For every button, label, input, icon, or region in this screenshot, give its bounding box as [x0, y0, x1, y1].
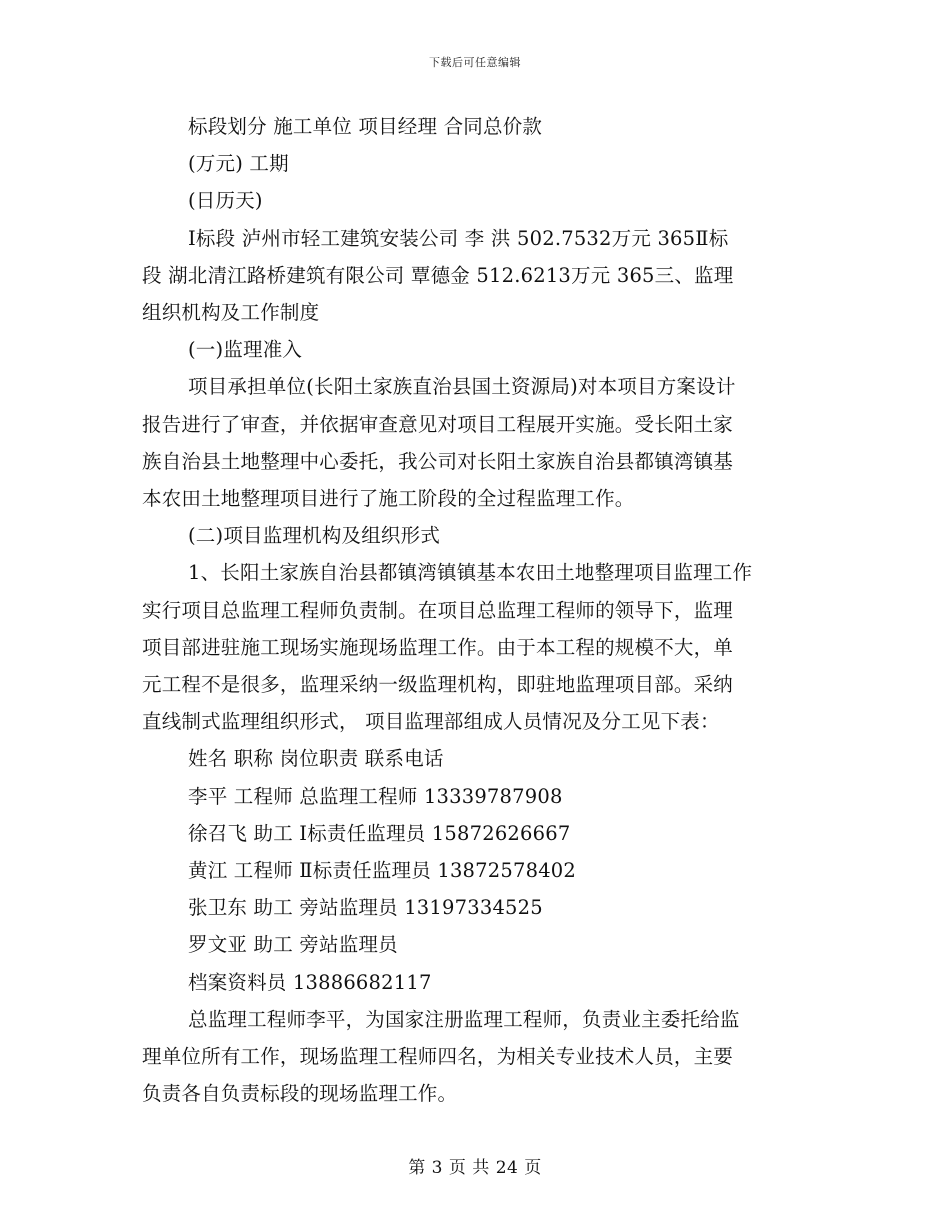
- text-line: 档案资料员 13886682117: [188, 970, 432, 994]
- text-line: (一)监理准入: [188, 338, 303, 362]
- text-line: (二)项目监理机构及组织形式: [188, 524, 441, 548]
- text-line: 元工程不是很多，监理采纳一级监理机构，即驻地监理项目部。采纳: [142, 673, 734, 697]
- text-line: (日历天): [188, 189, 263, 213]
- text-line: 姓名 职称 岗位职责 联系电话: [188, 747, 444, 771]
- document-body: [142, 108, 808, 1112]
- text-line: 组织机构及工作制度: [142, 301, 320, 325]
- text-line: 理单位所有工作，现场监理工程师四名，为相关专业技术人员，主要: [142, 1045, 734, 1069]
- text-line: 1、长阳土家族自治县都镇湾镇镇基本农田土地整理项目监理工作: [188, 561, 753, 585]
- text-line: 总监理工程师李平，为国家注册监理工程师，负责业主委托给监: [188, 1007, 740, 1031]
- header-note: 下载后可任意编辑: [429, 56, 521, 69]
- text-line: 项目部进驻施工现场实施现场监理工作。由于本工程的规模不大，单: [142, 635, 734, 659]
- text-line: 本农田土地整理项目进行了施工阶段的全过程监理工作。: [142, 487, 635, 511]
- text-line: (万元) 工期: [188, 152, 289, 176]
- text-line: 徐召飞 助工 Ⅰ标责任监理员 15872626667: [188, 821, 571, 845]
- text-line: 直线制式监理组织形式， 项目监理部组成人员情况及分工见下表：: [142, 710, 720, 734]
- text-line: Ⅰ标段 泸州市轻工建筑安装公司 李 洪 502.7532万元 365Ⅱ标: [188, 226, 729, 250]
- text-line: 罗文亚 助工 旁站监理员: [188, 933, 398, 957]
- text-line: 族自治县土地整理中心委托，我公司对长阳土家族自治县都镇湾镇基: [142, 449, 734, 473]
- text-line: 负责各自负责标段的现场监理工作。: [142, 1082, 458, 1106]
- text-line: 实行项目总监理工程师负责制。在项目总监理工程师的领导下，监理: [142, 598, 734, 622]
- text-line: 黄江 工程师 Ⅱ标责任监理员 13872578402: [188, 859, 577, 883]
- page-number-footer: 第 3 页 共 24 页: [408, 1158, 542, 1178]
- text-line: 报告进行了审查，并依据审查意见对项目工程展开实施。受长阳土家: [142, 412, 734, 436]
- text-line: 标段划分 施工单位 项目经理 合同总价款: [188, 115, 543, 138]
- text-line: 李平 工程师 总监理工程师 13339787908: [188, 784, 563, 808]
- text-line: 段 湖北清江路桥建筑有限公司 覃德金 512.6213万元 365三、监理: [142, 263, 734, 287]
- text-line: 张卫东 助工 旁站监理员 13197334525: [188, 896, 543, 920]
- text-line: 项目承担单位(长阳土家族直治县国土资源局)对本项目方案设计: [188, 375, 736, 399]
